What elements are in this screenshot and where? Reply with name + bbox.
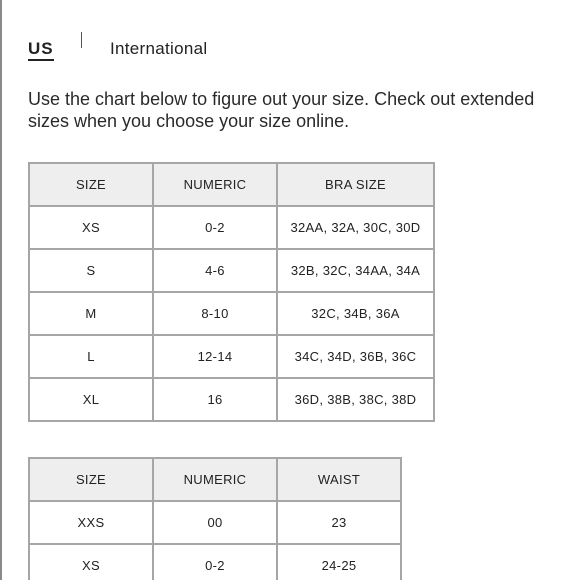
table-row bbox=[29, 544, 401, 580]
column-header-size: SIZE bbox=[29, 458, 153, 501]
cell-size: XS bbox=[29, 206, 153, 249]
cell-size: L bbox=[29, 335, 153, 378]
tab-us[interactable]: US bbox=[28, 40, 54, 61]
cell-numeric: 16 bbox=[153, 378, 277, 421]
table-row bbox=[29, 501, 401, 544]
table-row bbox=[29, 249, 434, 292]
cell-numeric: 4-6 bbox=[153, 249, 277, 292]
column-header-size: SIZE bbox=[29, 163, 153, 206]
cell-size: XL bbox=[29, 378, 153, 421]
table-header-row bbox=[29, 163, 434, 206]
cell-bra-size: 34C, 34D, 36B, 36C bbox=[277, 335, 434, 378]
table-row bbox=[29, 292, 434, 335]
region-tabs bbox=[28, 32, 428, 66]
tab-divider bbox=[81, 32, 82, 48]
cell-numeric: 0-2 bbox=[153, 206, 277, 249]
waist-size-table bbox=[28, 457, 402, 580]
cell-waist: 24-25 bbox=[277, 544, 401, 580]
column-header-waist: WAIST bbox=[277, 458, 401, 501]
table-row bbox=[29, 206, 434, 249]
tab-international[interactable]: International bbox=[110, 39, 208, 58]
table-row bbox=[29, 335, 434, 378]
cell-numeric: 8-10 bbox=[153, 292, 277, 335]
cell-bra-size: 36D, 38B, 38C, 38D bbox=[277, 378, 434, 421]
table-row bbox=[29, 378, 434, 421]
column-header-numeric: NUMERIC bbox=[153, 458, 277, 501]
cell-numeric: 12-14 bbox=[153, 335, 277, 378]
column-header-bra-size: BRA SIZE bbox=[277, 163, 434, 206]
cell-bra-size: 32AA, 32A, 30C, 30D bbox=[277, 206, 434, 249]
table-header-row bbox=[29, 458, 401, 501]
cell-size: XS bbox=[29, 544, 153, 580]
cell-bra-size: 32B, 32C, 34AA, 34A bbox=[277, 249, 434, 292]
cell-numeric: 0-2 bbox=[153, 544, 277, 580]
cell-bra-size: 32C, 34B, 36A bbox=[277, 292, 434, 335]
cell-size: M bbox=[29, 292, 153, 335]
column-header-numeric: NUMERIC bbox=[153, 163, 277, 206]
left-border bbox=[0, 0, 2, 580]
intro-text: Use the chart below to figure out your size. Check out extended sizes when you choose your size online. bbox=[28, 89, 535, 131]
cell-size: XXS bbox=[29, 501, 153, 544]
cell-waist: 23 bbox=[277, 501, 401, 544]
cell-numeric: 00 bbox=[153, 501, 277, 544]
cell-size: S bbox=[29, 249, 153, 292]
tops-size-table bbox=[28, 162, 435, 422]
